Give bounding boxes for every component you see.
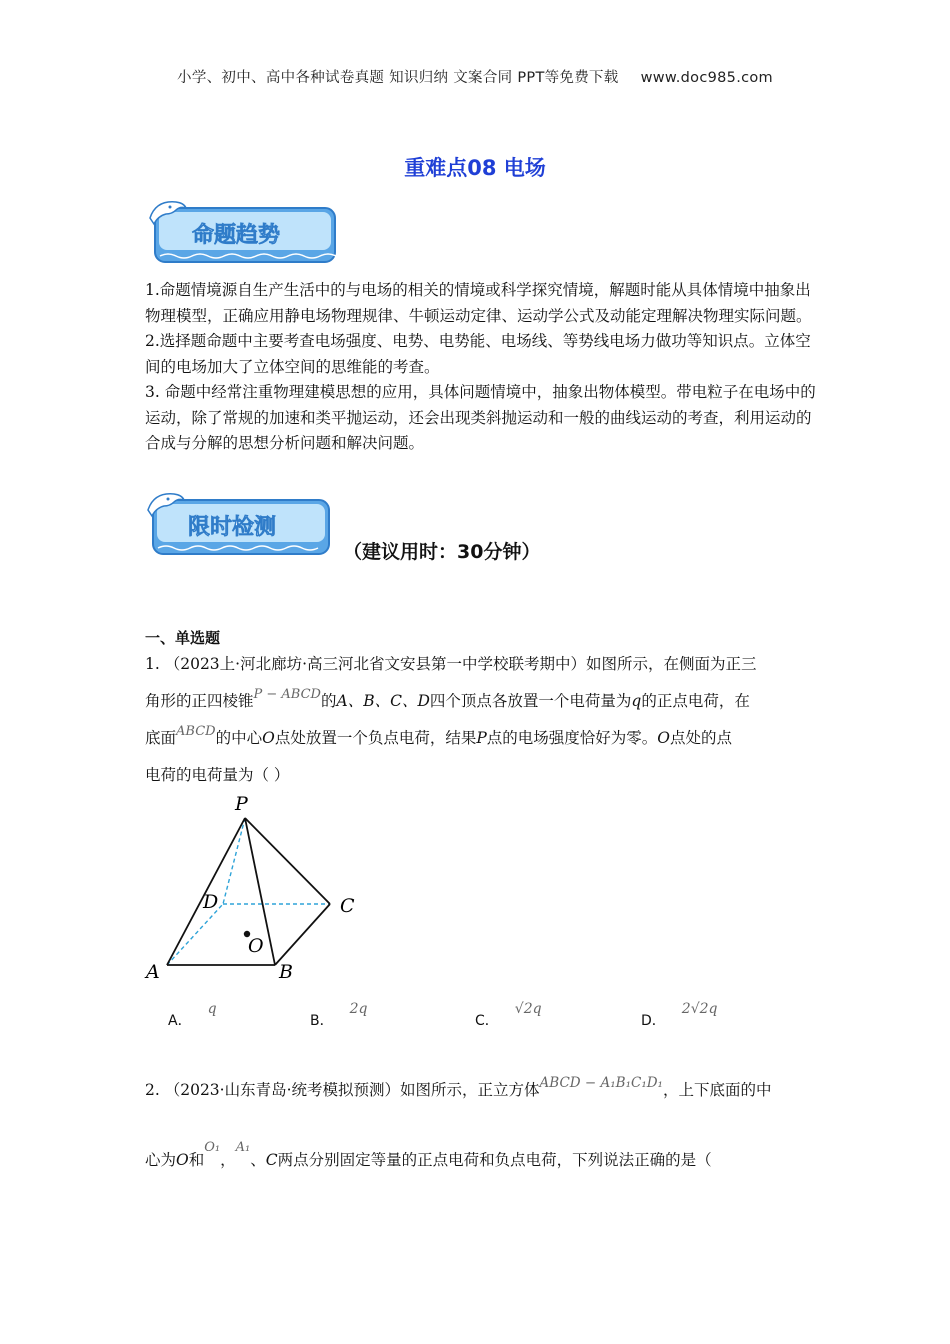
label-a: A	[146, 961, 160, 983]
section-title: 一、单选题	[145, 629, 221, 647]
q2-line-2: 心为O和$^{O_1}$，$^{A_1}$、C两点分别固定等量的正点电荷和负点电荷，下列说法正确的是（	[145, 1140, 712, 1169]
option-a[interactable]: A．q	[168, 1001, 217, 1029]
header-text: 小学、初中、高中各种试卷真题 知识归纳 文案合同 PPT等免费下载	[177, 70, 619, 86]
q1-line-3: 底面$^{ABCD}$的中心O点处放置一个负点电荷，结果P点的电场强度恰好为零。O点处的点	[145, 724, 733, 747]
option-c[interactable]: C．√2q	[475, 1001, 542, 1029]
test-badge	[146, 488, 332, 552]
test-badge-label: 限时检测	[188, 515, 277, 540]
suggested-time: （建议用时：30分钟）	[343, 541, 541, 563]
trend-paragraph-3: 3. 命题中经常注重物理建模思想的应用，具体问题情境中，抽象出物体模型。带电粒子在电场中的运动，除了常规的加速和类平抛运动，还会出现类斜抛运动和一般的曲线运动的考查，利用运动的合成与分解的思想分析问题和解决问题。	[145, 383, 816, 452]
edge-bc	[275, 904, 330, 965]
label-c: C	[340, 895, 355, 917]
q1-line-4: 电荷的电荷量为（ ）	[145, 766, 290, 784]
trend-paragraph-1: 1.命题情境源自生产生活中的与电场的相关的情境或科学探究情境，解题时能从具体情境中抽象出物理模型，正确应用静电场物理规律、牛顿运动定律、运动学公式及动能定理解决物理实际问题。	[145, 281, 812, 325]
q1-line-1: 1. （2023上·河北廊坊·高三河北省文安县第一中学校联考期中）如图所示，在侧面为正三	[145, 655, 757, 673]
pyramid-notation: P − ABCD	[253, 687, 321, 702]
cube-notation: ABCD − A₁B₁C₁D₁	[539, 1075, 663, 1091]
trend-badge	[148, 196, 334, 260]
pyramid-figure	[140, 790, 370, 986]
label-o: O	[248, 935, 264, 957]
page-title: 重难点08 电场	[404, 156, 546, 180]
question-2	[145, 1075, 815, 1174]
trend-paragraph-2: 2.选择题命题中主要考查电场强度、电势、电势能、电场线、等势线电场力做功等知识点。立体空间的电场加大了立体空间的思维能的考查。	[145, 332, 811, 376]
trend-badge-label: 命题趋势	[192, 223, 281, 248]
question-1	[145, 652, 815, 800]
label-b: B	[279, 961, 293, 983]
edge-pc	[245, 818, 330, 904]
header-site-link[interactable]: www.doc985.com	[640, 70, 773, 86]
base-notation: ABCD	[176, 724, 216, 739]
edge-pd	[223, 818, 245, 904]
label-d: D	[203, 891, 219, 913]
option-d[interactable]: D．2√2q	[641, 1001, 718, 1029]
label-p: P	[235, 793, 248, 815]
q1-line-2: 角形的正四棱锥$^{P - ABCD}$的A、B、C、D四个顶点各放置一个电荷量为q的正点电荷，在	[145, 687, 750, 710]
trend-content	[145, 278, 825, 457]
a1-notation: A₁	[235, 1140, 251, 1155]
option-b[interactable]: B．2q	[310, 1001, 368, 1029]
o1-notation: O₁	[204, 1140, 221, 1155]
q2-line-1: 2. （2023·山东青岛·统考模拟预测）如图所示，正立方体ABCD − A₁B₁C₁D₁，上下底面的中	[145, 1075, 772, 1099]
page-header	[0, 66, 950, 87]
